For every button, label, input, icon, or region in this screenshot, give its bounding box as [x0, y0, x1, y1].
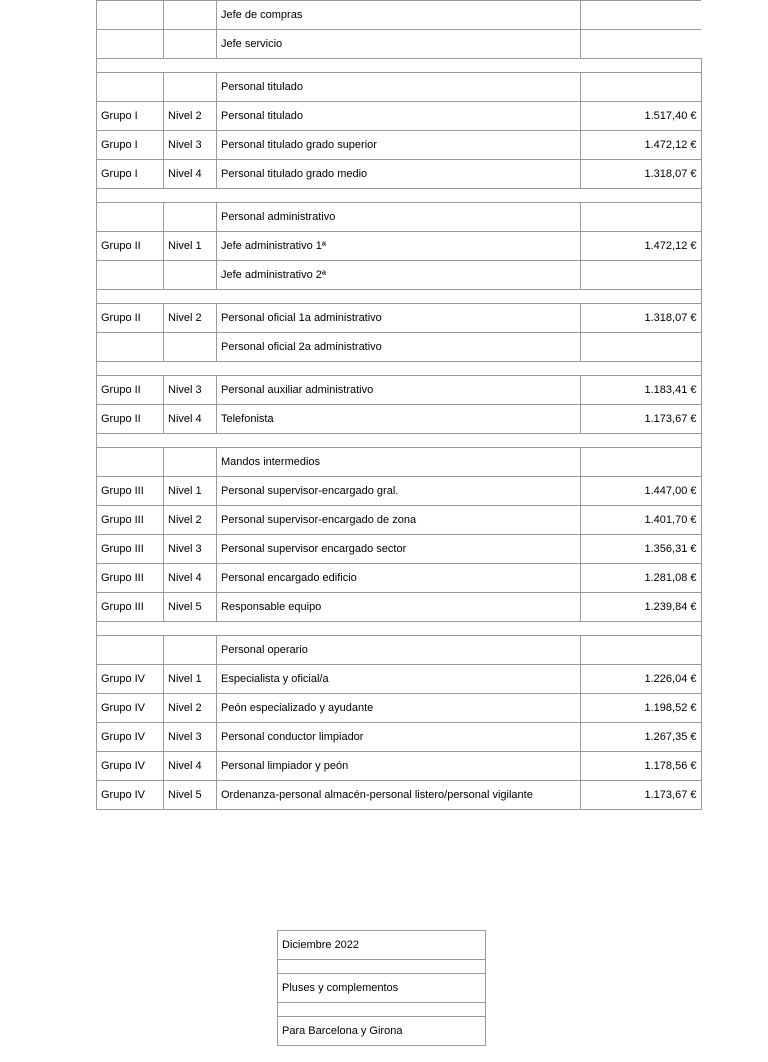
cell-nivel: Nivel 5 — [164, 593, 217, 622]
cell-descripcion: Personal titulado — [217, 73, 581, 102]
table-row — [97, 376, 702, 405]
cell-grupo — [97, 30, 164, 59]
table-spacer-row — [97, 622, 702, 636]
cell-nivel — [164, 1, 217, 30]
cell-descripcion: Especialista y oficial/a — [217, 665, 581, 694]
footer-table-row — [278, 960, 486, 974]
cell-nivel: Nivel 5 — [164, 781, 217, 810]
cell-grupo: Grupo IV — [97, 781, 164, 810]
footer-table-body — [278, 931, 486, 1046]
cell-grupo — [97, 261, 164, 290]
table-row — [97, 535, 702, 564]
footer-cell — [278, 960, 486, 974]
spacer-cell-right — [581, 622, 702, 636]
cell-importe: 1.183,41 € — [581, 376, 702, 405]
cell-descripcion: Jefe administrativo 2ª — [217, 261, 581, 290]
cell-grupo — [97, 73, 164, 102]
cell-importe: 1.239,84 € — [581, 593, 702, 622]
cell-grupo: Grupo I — [97, 102, 164, 131]
cell-nivel — [164, 203, 217, 232]
cell-nivel: Nivel 2 — [164, 304, 217, 333]
spacer-cell-right — [581, 290, 702, 304]
cell-importe: 1.318,07 € — [581, 160, 702, 189]
table-row — [97, 636, 702, 665]
cell-descripcion: Personal oficial 2a administrativo — [217, 333, 581, 362]
cell-descripcion: Personal limpiador y peón — [217, 752, 581, 781]
cell-grupo — [97, 448, 164, 477]
cell-descripcion: Personal titulado — [217, 102, 581, 131]
table-row — [97, 30, 702, 59]
table-spacer-row — [97, 362, 702, 376]
footer-table — [277, 930, 486, 1046]
cell-importe: 1.318,07 € — [581, 304, 702, 333]
table-row — [97, 73, 702, 102]
table-row — [97, 333, 702, 362]
cell-nivel: Nivel 1 — [164, 232, 217, 261]
footer-cell: Para Barcelona y Girona — [278, 1017, 486, 1046]
table-spacer-row — [97, 434, 702, 448]
cell-grupo: Grupo IV — [97, 723, 164, 752]
salary-table — [96, 0, 702, 810]
table-row — [97, 593, 702, 622]
footer-cell — [278, 1003, 486, 1017]
cell-grupo: Grupo IV — [97, 694, 164, 723]
footer-cell: Diciembre 2022 — [278, 931, 486, 960]
cell-importe — [581, 1, 702, 30]
table-row — [97, 694, 702, 723]
spacer-cell-right — [581, 434, 702, 448]
table-row — [97, 448, 702, 477]
cell-nivel: Nivel 3 — [164, 376, 217, 405]
cell-nivel — [164, 30, 217, 59]
cell-grupo: Grupo III — [97, 564, 164, 593]
cell-nivel: Nivel 3 — [164, 131, 217, 160]
cell-descripcion: Telefonista — [217, 405, 581, 434]
cell-nivel — [164, 333, 217, 362]
cell-grupo: Grupo II — [97, 304, 164, 333]
cell-descripcion: Peón especializado y ayudante — [217, 694, 581, 723]
cell-grupo: Grupo II — [97, 376, 164, 405]
cell-importe — [581, 261, 702, 290]
table-spacer-row — [97, 59, 702, 73]
cell-nivel: Nivel 2 — [164, 694, 217, 723]
cell-importe — [581, 73, 702, 102]
cell-importe: 1.447,00 € — [581, 477, 702, 506]
cell-importe: 1.281,08 € — [581, 564, 702, 593]
table-row — [97, 564, 702, 593]
cell-nivel: Nivel 3 — [164, 723, 217, 752]
cell-descripcion: Jefe de compras — [217, 1, 581, 30]
cell-descripcion: Personal operario — [217, 636, 581, 665]
table-row — [97, 752, 702, 781]
cell-nivel — [164, 636, 217, 665]
cell-importe: 1.178,56 € — [581, 752, 702, 781]
cell-descripcion: Jefe servicio — [217, 30, 581, 59]
cell-importe — [581, 333, 702, 362]
cell-descripcion: Personal supervisor-encargado gral. — [217, 477, 581, 506]
cell-nivel: Nivel 1 — [164, 477, 217, 506]
cell-descripcion: Personal administrativo — [217, 203, 581, 232]
cell-nivel: Nivel 1 — [164, 665, 217, 694]
spacer-cell-left — [97, 434, 581, 448]
cell-grupo: Grupo III — [97, 506, 164, 535]
cell-grupo: Grupo IV — [97, 752, 164, 781]
cell-grupo: Grupo II — [97, 405, 164, 434]
spacer-cell-left — [97, 189, 581, 203]
table-row — [97, 781, 702, 810]
cell-nivel: Nivel 4 — [164, 405, 217, 434]
cell-nivel: Nivel 3 — [164, 535, 217, 564]
cell-nivel — [164, 261, 217, 290]
spacer-cell-left — [97, 622, 581, 636]
cell-importe: 1.517,40 € — [581, 102, 702, 131]
cell-nivel: Nivel 4 — [164, 752, 217, 781]
cell-grupo — [97, 1, 164, 30]
cell-importe — [581, 448, 702, 477]
table-row — [97, 203, 702, 232]
cell-nivel — [164, 448, 217, 477]
cell-nivel: Nivel 4 — [164, 564, 217, 593]
cell-descripcion: Personal oficial 1a administrativo — [217, 304, 581, 333]
cell-grupo: Grupo II — [97, 232, 164, 261]
cell-grupo: Grupo IV — [97, 665, 164, 694]
cell-importe: 1.226,04 € — [581, 665, 702, 694]
spacer-cell-right — [581, 362, 702, 376]
cell-descripcion: Personal titulado grado medio — [217, 160, 581, 189]
table-spacer-row — [97, 189, 702, 203]
table-row — [97, 723, 702, 752]
cell-descripcion: Jefe administrativo 1ª — [217, 232, 581, 261]
cell-nivel: Nivel 4 — [164, 160, 217, 189]
cell-descripcion: Personal encargado edificio — [217, 564, 581, 593]
cell-importe: 1.173,67 € — [581, 405, 702, 434]
footer-table-row — [278, 931, 486, 960]
footer-cell: Pluses y complementos — [278, 974, 486, 1003]
cell-descripcion: Personal supervisor encargado sector — [217, 535, 581, 564]
footer-table-row — [278, 1003, 486, 1017]
spacer-cell-right — [581, 189, 702, 203]
cell-descripcion: Mandos intermedios — [217, 448, 581, 477]
cell-importe — [581, 30, 702, 59]
table-row — [97, 131, 702, 160]
table-spacer-row — [97, 290, 702, 304]
footer-table-row — [278, 1017, 486, 1046]
cell-importe: 1.267,35 € — [581, 723, 702, 752]
table-row — [97, 102, 702, 131]
spacer-cell-left — [97, 59, 581, 73]
cell-grupo — [97, 636, 164, 665]
cell-importe: 1.173,67 € — [581, 781, 702, 810]
table-row — [97, 665, 702, 694]
cell-importe: 1.198,52 € — [581, 694, 702, 723]
cell-descripcion: Personal supervisor-encargado de zona — [217, 506, 581, 535]
spacer-cell-left — [97, 362, 581, 376]
cell-grupo — [97, 203, 164, 232]
cell-importe: 1.356,31 € — [581, 535, 702, 564]
cell-descripcion: Personal conductor limpiador — [217, 723, 581, 752]
cell-grupo — [97, 333, 164, 362]
cell-importe — [581, 636, 702, 665]
cell-grupo: Grupo III — [97, 593, 164, 622]
cell-descripcion: Personal auxiliar administrativo — [217, 376, 581, 405]
table-row — [97, 261, 702, 290]
cell-descripcion: Personal titulado grado superior — [217, 131, 581, 160]
table-row — [97, 477, 702, 506]
salary-table-body — [97, 1, 702, 810]
footer-table-row — [278, 974, 486, 1003]
table-row — [97, 506, 702, 535]
cell-descripcion: Ordenanza-personal almacén-personal listero/personal vigilante — [217, 781, 581, 810]
cell-importe — [581, 203, 702, 232]
cell-nivel: Nivel 2 — [164, 506, 217, 535]
cell-importe: 1.472,12 € — [581, 232, 702, 261]
spacer-cell-left — [97, 290, 581, 304]
cell-grupo: Grupo III — [97, 535, 164, 564]
cell-descripcion: Responsable equipo — [217, 593, 581, 622]
table-row — [97, 304, 702, 333]
cell-nivel: Nivel 2 — [164, 102, 217, 131]
table-row — [97, 160, 702, 189]
cell-importe: 1.401,70 € — [581, 506, 702, 535]
cell-importe: 1.472,12 € — [581, 131, 702, 160]
table-row — [97, 1, 702, 30]
table-row — [97, 405, 702, 434]
cell-grupo: Grupo I — [97, 160, 164, 189]
cell-nivel — [164, 73, 217, 102]
cell-grupo: Grupo III — [97, 477, 164, 506]
table-row — [97, 232, 702, 261]
spacer-cell-right — [581, 59, 702, 73]
cell-grupo: Grupo I — [97, 131, 164, 160]
